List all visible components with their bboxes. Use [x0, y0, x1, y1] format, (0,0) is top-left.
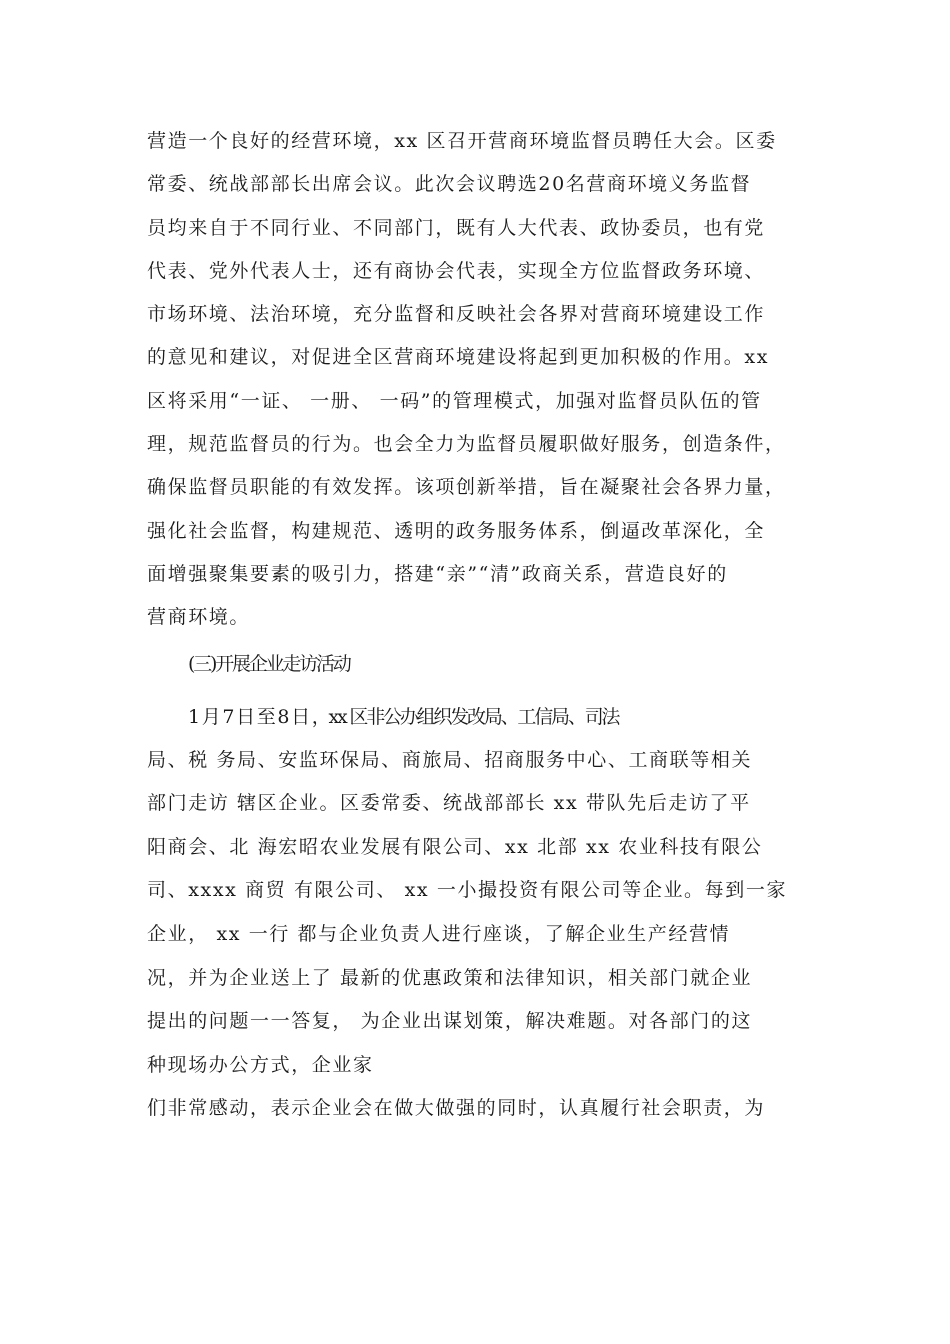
paragraph1-line-4: 代表、党外代表人士，还有商协会代表，实现全方位监督政务环境、	[147, 260, 766, 282]
paragraph1-line-3: 员均来自于不同行业、不同部门，既有人大代表、政协委员，也有党	[147, 217, 766, 239]
paragraph2-line-3: 部门走访 辖区企业。区委常委、统战部部长 xx 带队先后走访了平	[147, 792, 751, 814]
paragraph2-line-5: 司、xxxx 商贸 有限公司、 xx 一小撮投资有限公司等企业。每到一家	[147, 879, 788, 901]
paragraph2-line-10: 们非常感动，表示企业会在做大做强的同时，认真履行社会职责，为	[147, 1097, 766, 1119]
paragraph2-line-6: 企业， xx 一行 都与企业负责人进行座谈，了解企业生产经营情	[147, 923, 731, 945]
paragraph2-line-9: 种现场办公方式，企业家	[147, 1054, 374, 1076]
paragraph2-line-8: 提出的问题一一答复， 为企业出谋划策，解决难题。对各部门的这	[147, 1010, 753, 1032]
paragraph2-line-4: 阳商会、北 海宏昭农业发展有限公司、xx 北部 xx 农业科技有限公	[147, 836, 763, 858]
paragraph2-line-7: 况，并为企业送上了 最新的优惠政策和法律知识，相关部门就企业	[147, 967, 753, 989]
paragraph1-line-2: 常委、统战部部长出席会议。此次会议聘选20名营商环境义务监督	[147, 173, 752, 195]
paragraph1-line-12: 营商环境。	[147, 606, 251, 628]
paragraph2-line-2: 局、税 务局、安监环保局、商旅局、招商服务中心、工商联等相关	[147, 749, 753, 771]
paragraph1-line-6: 的意见和建议，对促进全区营商环境建设将起到更加积极的作用。xx	[147, 346, 770, 368]
paragraph1-line-7: 区将采用“一证、 一册、 一码”的管理模式，加强对监督员队伍的管	[147, 390, 762, 412]
paragraph2-line-1: 1 月 7 日 至 8 日 ，xx 区非公办组织发改局、工信局、司法	[188, 706, 619, 728]
paragraph1-line-8: 理，规范监督员的行为。也会全力为监督员履职做好服务，创造条件，	[147, 433, 786, 455]
paragraph1-line-11: 面增强聚集要素的吸引力，搭建“亲”“清”政商关系，营造良好的	[147, 563, 728, 585]
paragraph1-line-5: 市场环境、法治环境，充分监督和反映社会各界对营商环境建设工作	[147, 303, 766, 325]
paragraph1-line-10: 强化社会监督，构建规范、透明的政务服务体系，倒逼改革深化，全	[147, 520, 766, 542]
section-heading: (三)开展企业走访活动	[188, 653, 350, 675]
paragraph1-line-9: 确保监督员职能的有效发挥。该项创新举措，旨在凝聚社会各界力量，	[147, 476, 786, 498]
paragraph1-line-1: 营造一个良好的经营环境，xx 区召开营商环境监督员聘任大会。区委	[147, 130, 777, 152]
